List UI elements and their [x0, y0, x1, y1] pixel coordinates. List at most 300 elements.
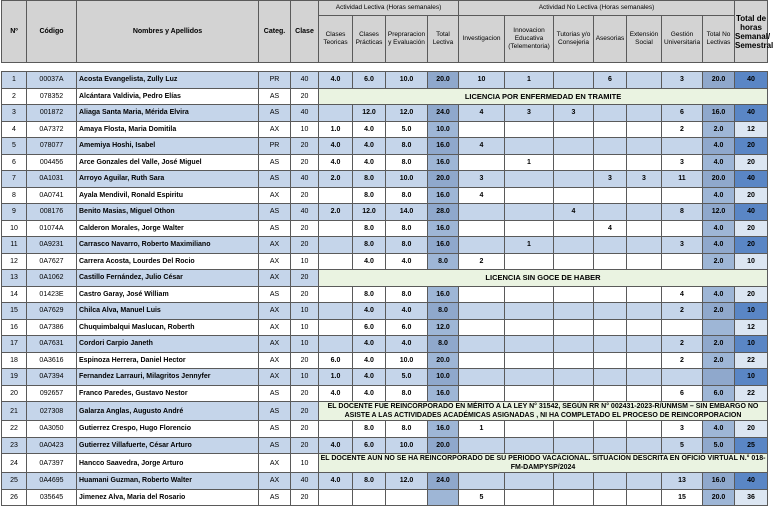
cell-clases-teoricas — [319, 489, 353, 506]
clase: 20 — [291, 220, 319, 237]
cell-grand-total: 20 — [735, 187, 768, 204]
cell-tutorias — [554, 138, 594, 155]
cell-total-lectiva: 16.0 — [428, 421, 459, 438]
row-number: 6 — [2, 154, 27, 171]
clase: 20 — [291, 237, 319, 254]
cell-total-no-lectivas: 4.0 — [703, 237, 735, 254]
cell-preparacion: 8.0 — [386, 138, 428, 155]
category: AS — [259, 385, 291, 402]
header-grand-total: Total de horas Semanal/ Semestral — [735, 1, 768, 63]
cell-innovacion — [505, 253, 554, 270]
category: AX — [259, 121, 291, 138]
teacher-code: 0A0741 — [27, 187, 77, 204]
row-number: 21 — [2, 402, 27, 421]
cell-gestion — [662, 220, 703, 237]
cell-investigacion — [459, 286, 505, 303]
cell-extension: 3 — [627, 171, 662, 188]
cell-clases-teoricas: 4.0 — [319, 72, 353, 89]
clase: 40 — [291, 171, 319, 188]
cell-tutorias — [554, 437, 594, 454]
cell-clases-practicas: 4.0 — [353, 154, 386, 171]
cell-innovacion — [505, 138, 554, 155]
teacher-name: Arce Gonzales del Valle, José Miguel — [77, 154, 259, 171]
cell-innovacion: 1 — [505, 154, 554, 171]
cell-asesorias — [594, 187, 627, 204]
category: AX — [259, 454, 291, 473]
row-number: 23 — [2, 437, 27, 454]
header-categ: Categ. — [259, 1, 291, 63]
table-row — [2, 303, 768, 320]
cell-tutorias — [554, 385, 594, 402]
teacher-name: Castro Garay, José William — [77, 286, 259, 303]
cell-grand-total: 22 — [735, 352, 768, 369]
cell-total-lectiva: 8.0 — [428, 303, 459, 320]
teacher-code: 0A7397 — [27, 454, 77, 473]
cell-preparacion: 10.0 — [386, 352, 428, 369]
cell-tutorias — [554, 369, 594, 386]
table-row — [2, 454, 768, 473]
cell-gestion: 2 — [662, 336, 703, 353]
table-row — [2, 421, 768, 438]
teacher-name: Ayala Mendivil, Ronald Espiritu — [77, 187, 259, 204]
cell-preparacion: 8.0 — [386, 220, 428, 237]
row-number: 14 — [2, 286, 27, 303]
cell-clases-practicas: 4.0 — [353, 385, 386, 402]
clase: 10 — [291, 454, 319, 473]
table-row — [2, 286, 768, 303]
cell-investigacion — [459, 352, 505, 369]
category: AX — [259, 319, 291, 336]
cell-clases-practicas: 8.0 — [353, 473, 386, 490]
category: AX — [259, 270, 291, 287]
cell-investigacion — [459, 303, 505, 320]
table-row — [2, 187, 768, 204]
row-number: 17 — [2, 336, 27, 353]
cell-total-lectiva: 20.0 — [428, 72, 459, 89]
category: AX — [259, 303, 291, 320]
teacher-code: 01423E — [27, 286, 77, 303]
cell-extension — [627, 421, 662, 438]
teacher-code: 0A0423 — [27, 437, 77, 454]
cell-total-no-lectivas: 4.0 — [703, 187, 735, 204]
cell-asesorias — [594, 437, 627, 454]
category: AS — [259, 437, 291, 454]
teacher-name: Benito Masias, Miguel Othon — [77, 204, 259, 221]
cell-innovacion — [505, 286, 554, 303]
cell-total-no-lectivas: 2.0 — [703, 352, 735, 369]
cell-investigacion: 2 — [459, 253, 505, 270]
cell-innovacion — [505, 352, 554, 369]
table-row — [2, 437, 768, 454]
category: AX — [259, 352, 291, 369]
teacher-name: Galarza Anglas, Augusto André — [77, 402, 259, 421]
cell-tutorias — [554, 303, 594, 320]
cell-preparacion: 8.0 — [386, 187, 428, 204]
cell-clases-teoricas: 4.0 — [319, 385, 353, 402]
clase: 20 — [291, 352, 319, 369]
cell-grand-total: 40 — [735, 204, 768, 221]
cell-tutorias: 3 — [554, 105, 594, 122]
cell-extension — [627, 489, 662, 506]
cell-investigacion — [459, 369, 505, 386]
header-clase: Clase — [291, 1, 319, 63]
cell-innovacion — [505, 220, 554, 237]
cell-total-no-lectivas: 4.0 — [703, 421, 735, 438]
cell-extension — [627, 154, 662, 171]
table-row — [2, 352, 768, 369]
table-row — [2, 204, 768, 221]
teacher-code: 0A7627 — [27, 253, 77, 270]
cell-preparacion: 12.0 — [386, 473, 428, 490]
cell-extension — [627, 286, 662, 303]
cell-preparacion: 10.0 — [386, 171, 428, 188]
table-row — [2, 237, 768, 254]
cell-total-lectiva: 16.0 — [428, 187, 459, 204]
cell-extension — [627, 437, 662, 454]
teacher-code: 0A1031 — [27, 171, 77, 188]
clase: 40 — [291, 105, 319, 122]
cell-clases-practicas: 8.0 — [353, 237, 386, 254]
cell-preparacion: 10.0 — [386, 72, 428, 89]
row-number: 9 — [2, 204, 27, 221]
teacher-name: Castillo Fernández, Julio César — [77, 270, 259, 287]
teacher-name: Fernandez Larrauri, Milagritos Jennyfer — [77, 369, 259, 386]
category: AS — [259, 154, 291, 171]
cell-total-lectiva: 16.0 — [428, 220, 459, 237]
cell-grand-total: 20 — [735, 154, 768, 171]
table-row — [2, 105, 768, 122]
cell-tutorias — [554, 489, 594, 506]
cell-innovacion — [505, 204, 554, 221]
cell-innovacion — [505, 473, 554, 490]
cell-grand-total: 12 — [735, 319, 768, 336]
cell-clases-practicas — [353, 489, 386, 506]
cell-clases-teoricas: 4.0 — [319, 154, 353, 171]
header-no-lectiva-group: Actividad No Lectiva (Horas semanales) — [459, 1, 735, 16]
cell-gestion: 2 — [662, 352, 703, 369]
teacher-name: Calderon Morales, Jorge Walter — [77, 220, 259, 237]
teacher-code: 092657 — [27, 385, 77, 402]
clase: 20 — [291, 421, 319, 438]
row-number: 4 — [2, 121, 27, 138]
cell-extension — [627, 204, 662, 221]
cell-tutorias — [554, 220, 594, 237]
cell-investigacion — [459, 385, 505, 402]
table-row — [2, 220, 768, 237]
cell-asesorias — [594, 154, 627, 171]
table-row — [2, 121, 768, 138]
cell-extension — [627, 187, 662, 204]
cell-total-no-lectivas: 4.0 — [703, 154, 735, 171]
cell-grand-total: 36 — [735, 489, 768, 506]
cell-total-lectiva: 10.0 — [428, 369, 459, 386]
cell-total-no-lectivas: 2.0 — [703, 253, 735, 270]
header-spacer — [2, 63, 768, 72]
table-row — [2, 369, 768, 386]
cell-clases-practicas: 12.0 — [353, 204, 386, 221]
cell-tutorias — [554, 187, 594, 204]
cell-gestion: 3 — [662, 421, 703, 438]
table-row — [2, 253, 768, 270]
cell-innovacion — [505, 303, 554, 320]
clase: 10 — [291, 369, 319, 386]
cell-extension — [627, 473, 662, 490]
cell-preparacion: 4.0 — [386, 253, 428, 270]
teacher-name: Arroyo Aguilar, Ruth Sara — [77, 171, 259, 188]
category: AS — [259, 402, 291, 421]
cell-clases-practicas: 8.0 — [353, 187, 386, 204]
cell-total-no-lectivas — [703, 319, 735, 336]
clase: 20 — [291, 286, 319, 303]
table-row — [2, 154, 768, 171]
clase: 20 — [291, 385, 319, 402]
cell-asesorias — [594, 286, 627, 303]
cell-total-no-lectivas: 16.0 — [703, 473, 735, 490]
teacher-name: Cordori Carpio Janeth — [77, 336, 259, 353]
teacher-code: 0A3050 — [27, 421, 77, 438]
cell-total-lectiva: 12.0 — [428, 319, 459, 336]
cell-clases-practicas: 4.0 — [353, 138, 386, 155]
teacher-code: 027308 — [27, 402, 77, 421]
teacher-name: Amaya Flosta, Maria Domitila — [77, 121, 259, 138]
cell-clases-teoricas: 4.0 — [319, 437, 353, 454]
cell-clases-teoricas: 4.0 — [319, 138, 353, 155]
clase: 20 — [291, 402, 319, 421]
cell-clases-teoricas: 1.0 — [319, 121, 353, 138]
clase: 20 — [291, 88, 319, 105]
cell-asesorias — [594, 138, 627, 155]
category: AX — [259, 336, 291, 353]
cell-grand-total: 25 — [735, 437, 768, 454]
header-preparacion: Prepraracion y Evaluación — [386, 16, 428, 63]
cell-innovacion: 1 — [505, 72, 554, 89]
cell-gestion — [662, 369, 703, 386]
cell-total-no-lectivas: 20.0 — [703, 72, 735, 89]
cell-innovacion — [505, 171, 554, 188]
cell-extension — [627, 105, 662, 122]
teacher-name: Acosta Evangelista, Zully Luz — [77, 72, 259, 89]
cell-asesorias — [594, 385, 627, 402]
cell-tutorias — [554, 171, 594, 188]
cell-gestion: 3 — [662, 237, 703, 254]
cell-innovacion — [505, 121, 554, 138]
clase: 20 — [291, 489, 319, 506]
teacher-code: 008176 — [27, 204, 77, 221]
table-row — [2, 88, 768, 105]
table-row — [2, 489, 768, 506]
cell-total-no-lectivas: 12.0 — [703, 204, 735, 221]
cell-total-lectiva: 8.0 — [428, 253, 459, 270]
cell-innovacion — [505, 437, 554, 454]
teacher-code: 01074A — [27, 220, 77, 237]
cell-total-no-lectivas: 4.0 — [703, 138, 735, 155]
cell-investigacion: 4 — [459, 187, 505, 204]
row-number: 2 — [2, 88, 27, 105]
cell-gestion: 11 — [662, 171, 703, 188]
cell-preparacion: 8.0 — [386, 286, 428, 303]
cell-grand-total: 20 — [735, 138, 768, 155]
cell-tutorias — [554, 121, 594, 138]
row-number: 18 — [2, 352, 27, 369]
header-clases-teoricas: Clases Teoricas — [319, 16, 353, 63]
clase: 10 — [291, 319, 319, 336]
cell-tutorias — [554, 154, 594, 171]
row-number: 16 — [2, 319, 27, 336]
cell-clases-teoricas — [319, 286, 353, 303]
cell-clases-teoricas — [319, 187, 353, 204]
table-row — [2, 270, 768, 287]
header-total-lectiva: Total Lectiva — [428, 16, 459, 63]
row-number: 12 — [2, 253, 27, 270]
table-row — [2, 473, 768, 490]
cell-total-no-lectivas: 5.0 — [703, 437, 735, 454]
row-number: 3 — [2, 105, 27, 122]
cell-total-lectiva: 8.0 — [428, 336, 459, 353]
cell-gestion: 4 — [662, 286, 703, 303]
cell-total-lectiva: 28.0 — [428, 204, 459, 221]
cell-asesorias: 4 — [594, 220, 627, 237]
cell-total-no-lectivas: 4.0 — [703, 286, 735, 303]
teacher-name: Carrasco Navarro, Roberto Maximiliano — [77, 237, 259, 254]
cell-grand-total: 20 — [735, 286, 768, 303]
cell-gestion: 13 — [662, 473, 703, 490]
clase: 40 — [291, 72, 319, 89]
cell-extension — [627, 72, 662, 89]
cell-clases-teoricas: 2.0 — [319, 171, 353, 188]
cell-investigacion: 5 — [459, 489, 505, 506]
cell-clases-practicas: 8.0 — [353, 421, 386, 438]
cell-clases-teoricas — [319, 421, 353, 438]
cell-asesorias — [594, 336, 627, 353]
cell-grand-total: 10 — [735, 369, 768, 386]
cell-extension — [627, 352, 662, 369]
teacher-code: 0A7631 — [27, 336, 77, 353]
cell-gestion: 5 — [662, 437, 703, 454]
cell-grand-total: 10 — [735, 336, 768, 353]
teacher-code: 001872 — [27, 105, 77, 122]
teacher-name: Amemiya Hoshi, Isabel — [77, 138, 259, 155]
cell-gestion — [662, 187, 703, 204]
cell-preparacion: 6.0 — [386, 319, 428, 336]
header-lectiva-group: Actividad Lectiva (Horas semanales) — [319, 1, 459, 16]
cell-preparacion: 5.0 — [386, 369, 428, 386]
cell-extension — [627, 385, 662, 402]
clase: 10 — [291, 336, 319, 353]
clase: 20 — [291, 154, 319, 171]
cell-clases-practicas: 4.0 — [353, 352, 386, 369]
teacher-name: Espinoza Herrera, Daniel Hector — [77, 352, 259, 369]
row-number: 8 — [2, 187, 27, 204]
cell-innovacion — [505, 421, 554, 438]
cell-total-no-lectivas: 20.0 — [703, 489, 735, 506]
cell-asesorias — [594, 421, 627, 438]
cell-tutorias — [554, 72, 594, 89]
cell-clases-practicas: 8.0 — [353, 220, 386, 237]
cell-grand-total: 12 — [735, 121, 768, 138]
cell-clases-teoricas — [319, 105, 353, 122]
cell-asesorias: 3 — [594, 171, 627, 188]
row-number: 1 — [2, 72, 27, 89]
teaching-hours-table — [1, 0, 773, 506]
cell-preparacion: 5.0 — [386, 121, 428, 138]
teacher-code: 0A7394 — [27, 369, 77, 386]
cell-investigacion — [459, 220, 505, 237]
cell-total-lectiva — [428, 489, 459, 506]
cell-clases-practicas: 4.0 — [353, 253, 386, 270]
cell-clases-practicas: 4.0 — [353, 336, 386, 353]
cell-asesorias — [594, 489, 627, 506]
teacher-name: Chuquimbalqui Maslucan, Roberth — [77, 319, 259, 336]
cell-gestion: 2 — [662, 121, 703, 138]
cell-total-lectiva: 16.0 — [428, 385, 459, 402]
cell-grand-total: 40 — [735, 105, 768, 122]
teacher-name: Hancco Saavedra, Jorge Arturo — [77, 454, 259, 473]
cell-gestion: 6 — [662, 385, 703, 402]
header-asesorias: Asesorias — [594, 16, 627, 63]
table-row — [2, 72, 768, 89]
cell-tutorias — [554, 473, 594, 490]
cell-preparacion: 4.0 — [386, 336, 428, 353]
teacher-code: 078077 — [27, 138, 77, 155]
header-clases-practicas: Clases Prácticas — [353, 16, 386, 63]
cell-preparacion: 8.0 — [386, 154, 428, 171]
cell-asesorias: 6 — [594, 72, 627, 89]
cell-clases-practicas: 6.0 — [353, 437, 386, 454]
row-number: 15 — [2, 303, 27, 320]
cell-innovacion — [505, 385, 554, 402]
cell-grand-total: 20 — [735, 220, 768, 237]
cell-total-no-lectivas: 2.0 — [703, 336, 735, 353]
remark-note: LICENCIA SIN GOCE DE HABER — [319, 270, 768, 287]
cell-asesorias — [594, 303, 627, 320]
table-row — [2, 336, 768, 353]
cell-preparacion: 10.0 — [386, 437, 428, 454]
category: AX — [259, 237, 291, 254]
row-number: 26 — [2, 489, 27, 506]
cell-extension — [627, 138, 662, 155]
teacher-name: Aliaga Santa Maria, Mérida Elvira — [77, 105, 259, 122]
category: AS — [259, 171, 291, 188]
cell-asesorias — [594, 121, 627, 138]
cell-clases-practicas: 4.0 — [353, 369, 386, 386]
cell-grand-total: 40 — [735, 171, 768, 188]
cell-investigacion — [459, 154, 505, 171]
clase: 10 — [291, 303, 319, 320]
teacher-code: 0A4695 — [27, 473, 77, 490]
cell-total-no-lectivas: 16.0 — [703, 105, 735, 122]
cell-grand-total: 40 — [735, 473, 768, 490]
cell-clases-teoricas: 4.0 — [319, 473, 353, 490]
category: AS — [259, 286, 291, 303]
cell-extension — [627, 220, 662, 237]
cell-clases-practicas: 6.0 — [353, 72, 386, 89]
cell-clases-teoricas — [319, 237, 353, 254]
cell-tutorias — [554, 421, 594, 438]
cell-asesorias — [594, 105, 627, 122]
cell-clases-teoricas: 6.0 — [319, 352, 353, 369]
cell-clases-teoricas — [319, 303, 353, 320]
cell-total-lectiva: 24.0 — [428, 105, 459, 122]
cell-asesorias — [594, 473, 627, 490]
clase: 20 — [291, 138, 319, 155]
cell-total-no-lectivas: 20.0 — [703, 171, 735, 188]
teacher-code: 00037A — [27, 72, 77, 89]
cell-tutorias — [554, 352, 594, 369]
cell-clases-practicas: 8.0 — [353, 286, 386, 303]
cell-total-no-lectivas: 2.0 — [703, 303, 735, 320]
cell-extension — [627, 121, 662, 138]
clase: 20 — [291, 437, 319, 454]
